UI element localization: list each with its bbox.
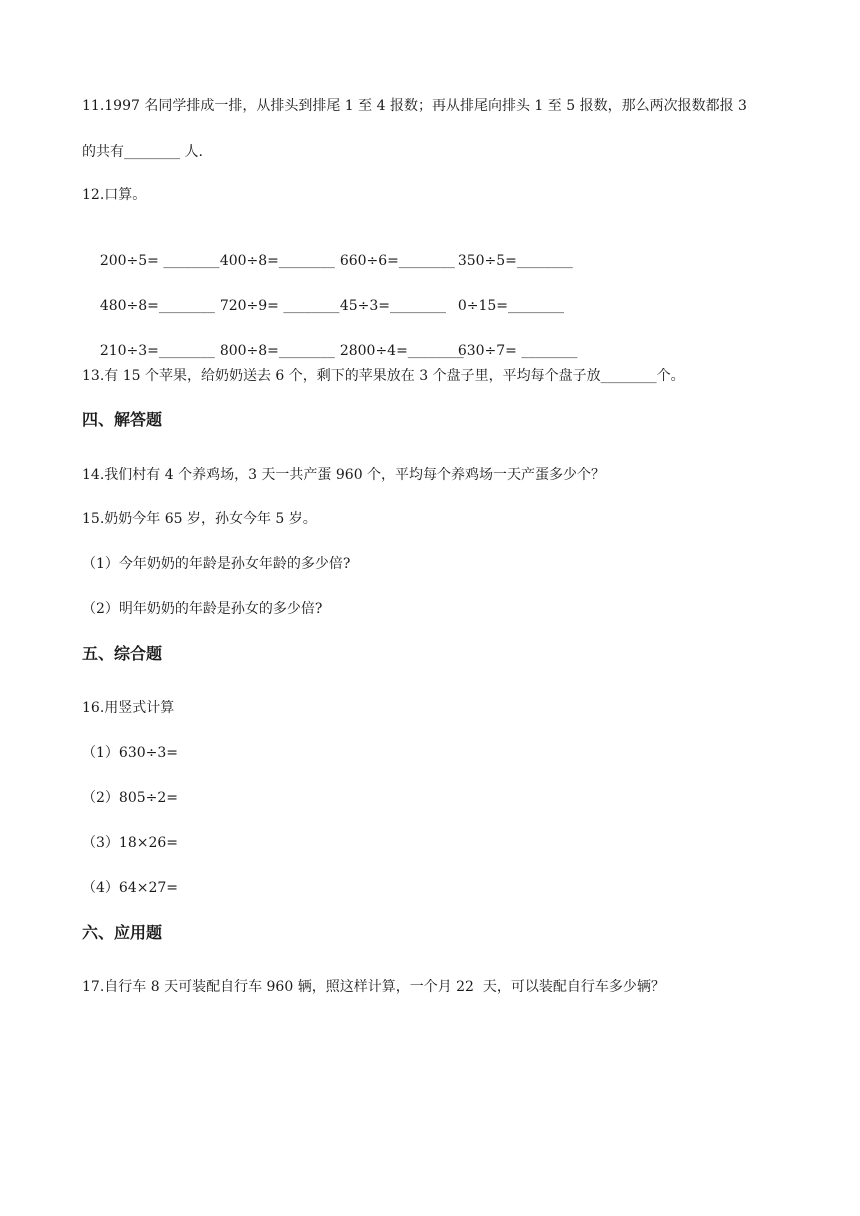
q12-item: 480÷8=________	[99, 298, 215, 314]
q11-line1: 11.1997 名同学排成一排，从排头到排尾 1 至 4 报数；再从排尾向排头 1 至 5 报数，那么两次报数都报 3	[82, 98, 747, 114]
q15-sub2: （2）明年奶奶的年龄是孙女的多少倍?	[82, 601, 323, 617]
q12-item: 630÷7= ________	[457, 343, 578, 359]
q16-item-3: （3）18×26=	[82, 835, 178, 851]
q16-item-2: （2）805÷2=	[82, 790, 178, 806]
q15-title: 15.奶奶今年 65 岁，孙女今年 5 岁。	[82, 511, 317, 527]
q12-title: 12.口算。	[82, 187, 147, 203]
q12-item: 660÷6=________	[339, 253, 455, 269]
q12-item: 0÷15=________	[457, 298, 564, 314]
q12-item: 2800÷4=________	[339, 343, 464, 359]
q12-item: 350÷5=________	[457, 253, 573, 269]
q14-text: 14.我们村有 4 个养鸡场，3 天一共产蛋 960 个，平均每个养鸡场一天产蛋多少个？	[82, 467, 606, 483]
q11-line2: 的共有________ 人.	[82, 144, 203, 160]
section-heading-5: 五、综合题	[82, 644, 163, 663]
q12-item: 800÷8=________	[219, 343, 335, 359]
q12-item: 200÷5= ________	[99, 253, 220, 269]
q16-title: 16.用竖式计算	[82, 700, 175, 716]
q15-sub1: （1）今年奶奶的年龄是孙女年龄的多少倍?	[82, 556, 351, 572]
q16-item-4: （4）64×27=	[82, 880, 178, 896]
q12-item: 45÷3=________	[339, 298, 446, 314]
section-heading-4: 四、解答题	[82, 410, 163, 429]
q12-item: 720÷9= ________	[219, 298, 340, 314]
q16-item-1: （1）630÷3=	[82, 745, 178, 761]
q12-item: 210÷3=________	[99, 343, 215, 359]
q12-item: 400÷8=________	[219, 253, 335, 269]
q13-text: 13.有 15 个苹果，给奶奶送去 6 个，剩下的苹果放在 3 个盘子里，平均每个盘子放________个。	[82, 368, 685, 384]
q17-text: 17.自行车 8 天可装配自行车 960 辆，照这样计算，一个月 22 天，可以装配自行车多少辆？	[82, 979, 665, 995]
section-heading-6: 六、应用题	[82, 923, 163, 942]
